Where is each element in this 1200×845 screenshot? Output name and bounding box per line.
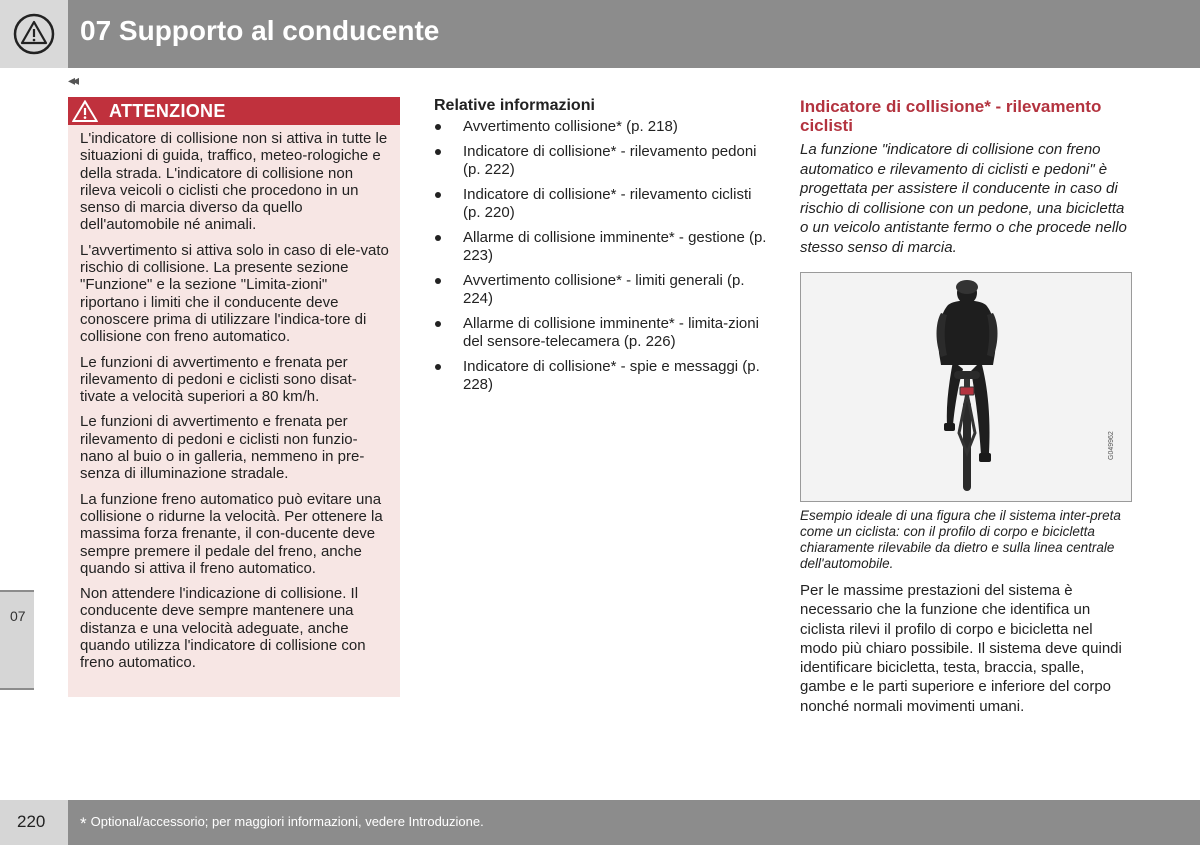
bullet-icon xyxy=(435,321,441,327)
warning-text xyxy=(80,130,390,680)
related-link[interactable] xyxy=(434,315,769,351)
related-link[interactable] xyxy=(434,143,769,179)
related-info xyxy=(434,97,769,401)
warning-paragraph: Non attendere l'indicazione di collisione. Il conducente deve sempre mantenere una distanza e una velocità adeguate, anche quando utilizza l'indicatore di collisione con freno automatico. xyxy=(80,585,366,672)
bullet-icon xyxy=(435,235,441,241)
bullet-icon xyxy=(435,149,441,155)
chapter-tab-label: 07 xyxy=(10,608,26,624)
related-link-label: Allarme di collisione imminente* - gestione (p. 223) xyxy=(463,229,767,264)
related-link-label: Allarme di collisione imminente* - limita-zioni del sensore-telecamera (p. 226) xyxy=(463,315,759,350)
related-list xyxy=(434,118,769,394)
related-link-label: Avvertimento collisione* (p. 218) xyxy=(463,118,678,135)
page-title: 07 Supporto al conducente xyxy=(80,15,440,46)
page-footer xyxy=(0,800,1200,845)
related-link[interactable] xyxy=(434,272,769,308)
warning-paragraph: La funzione freno automatico può evitare una collisione o ridurne la velocità. Per ottenere la massima forza frenante, il con-ducente deve sempre premere il pedale del freno, anche quando si attiva il freno automatico. xyxy=(80,490,383,577)
related-link-label: Indicatore di collisione* - spie e messaggi (p. 228) xyxy=(463,358,760,393)
page-header xyxy=(0,0,1200,68)
footnote-text: Optional/accessorio; per maggiori informazioni, vedere Introduzione. xyxy=(90,814,484,829)
related-link[interactable] xyxy=(434,118,769,136)
figure-code: G049962 xyxy=(1108,431,1115,460)
warning-triangle-icon xyxy=(71,99,99,123)
bullet-icon xyxy=(435,124,441,130)
related-link-label: Avvertimento collisione* - limiti generali (p. 224) xyxy=(463,272,745,307)
related-link[interactable] xyxy=(434,358,769,394)
footnote xyxy=(80,814,484,834)
warning-title: ATTENZIONE xyxy=(109,101,226,121)
section-title: Indicatore di collisione* - rilevamento ciclisti xyxy=(800,97,1102,135)
related-link-label: Indicatore di collisione* - rilevamento ciclisti (p. 220) xyxy=(463,186,752,221)
chapter-tab[interactable] xyxy=(0,590,34,690)
page-number-box xyxy=(0,800,68,845)
footnote-star: * xyxy=(80,814,87,833)
warning-circle-icon xyxy=(13,13,55,55)
header-icon-box xyxy=(0,0,68,68)
related-link[interactable] xyxy=(434,186,769,222)
warning-box xyxy=(68,97,400,697)
back-nav-link[interactable]: ◂◂ xyxy=(68,72,77,88)
section-intro: La funzione "indicatore di collisione con freno automatico e rilevamento di ciclisti e pedoni" è progettata per assistere il conducente in caso di rischio di collisione con un pedone, una bicicletta o un veicolo antistante fermo o che procede nello stesso senso di marcia. xyxy=(800,141,1127,256)
bullet-icon xyxy=(435,192,441,198)
section-cyclist xyxy=(800,97,1134,258)
section-body: Per le massime prestazioni del sistema è necessario che la funzione che identifica un ciclista rilevi il profilo di corpo e bicicletta nel modo più chiaro possibile. Il sistema deve quindi identificare bicicletta, testa, braccia, spalle, gambe e le parti superiore e inferiore del corpo nonché normali movimenti umani. xyxy=(800,582,1122,715)
cyclist-figure xyxy=(800,272,1132,502)
warning-paragraph: Le funzioni di avvertimento e frenata per rilevamento di pedoni e ciclisti non funzio-nano al buio o in galleria, nemmeno in pre-senza di illuminazione stradale. xyxy=(80,413,365,483)
cyclist-rear-illustration xyxy=(801,273,1131,501)
related-heading: Relative informazioni xyxy=(434,97,595,114)
page-number: 220 xyxy=(17,812,46,831)
warning-paragraph: L'indicatore di collisione non si attiva in tutte le situazioni di guida, traffico, meteo-rologiche e della strada. L'indicatore di collisione non rileva veicoli o ciclisti che procedono in un senso di marcia diverso da quello dell'automobile né animali. xyxy=(80,130,388,234)
warning-paragraph: Le funzioni di avvertimento e frenata per rilevamento di pedoni e ciclisti sono disat-tivate a velocità superiori a 80 km/h. xyxy=(80,353,357,406)
figure-caption: Esempio ideale di una figura che il sistema inter-preta come un ciclista: con il profilo di corpo e bicicletta chiaramente rilevabile da dietro e sulla linea centrale dell'automobile. xyxy=(800,508,1121,571)
related-link-label: Indicatore di collisione* - rilevamento pedoni (p. 222) xyxy=(463,143,757,178)
related-link[interactable] xyxy=(434,229,769,265)
bullet-icon xyxy=(435,364,441,370)
warning-paragraph: L'avvertimento si attiva solo in caso di ele-vato rischio di collisione. La presente sezione "Funzione" e la sezione "Limita-zioni" riportano i limiti che il conducente deve conoscere prima di utilizzare l'indica-tore di collisione con freno automatico. xyxy=(80,241,389,346)
bullet-icon xyxy=(435,278,441,284)
warning-header xyxy=(68,97,400,125)
